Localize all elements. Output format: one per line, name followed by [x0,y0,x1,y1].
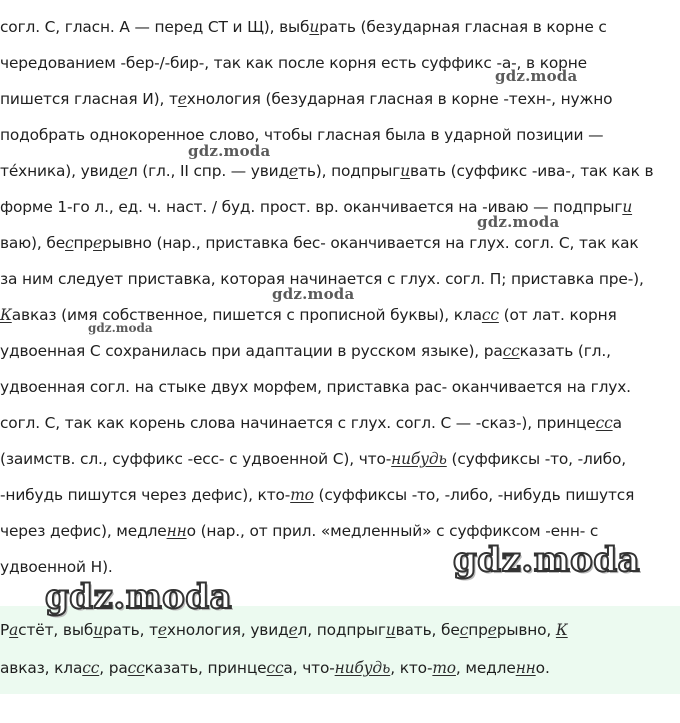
highlighted-letter: е [289,162,298,180]
highlighted-letter: е [288,621,298,639]
highlighted-letter: сс [266,659,284,677]
text-segment: согл. С, так как корень слова начинается с глух. согл. С — -сказ-), принце [0,414,596,432]
text-segment: л (гл., II спр. — увид [127,162,290,180]
highlighted-letter: и [622,198,633,216]
text-segment: пр [468,621,488,639]
answer-box [0,606,680,694]
text-line [0,449,626,469]
highlighted-letter: сс [595,414,613,432]
highlighted-letter: а [9,621,19,639]
text-segment: вать (суффикс -ива-, так как в [409,162,654,180]
highlighted-letter: К [0,306,12,324]
highlighted-letter: и [309,18,320,36]
text-segment: через дефис), медле [0,522,167,540]
text-segment: авказ (имя собственное, пишется с прописной буквы), кла [11,306,482,324]
highlighted-letter: и [93,621,103,639]
highlighted-letter: нн [166,522,187,540]
text-line [0,125,603,145]
highlighted-letter: сс [481,306,499,324]
text-line [0,521,598,541]
highlighted-letter: е [93,234,103,252]
highlighted-letter: К [555,621,568,639]
highlighted-letter: нн [515,659,536,677]
text-segment: , кто- [390,659,433,677]
answer-line [0,620,568,640]
text-segment: рать, т [102,621,158,639]
text-line [0,233,639,253]
text-line [0,269,644,289]
watermark: gdz.moda [88,321,153,335]
highlighted-letter: и [400,162,410,180]
text-segment: (суффиксы -то, -либо, [446,450,626,468]
watermark: gdz.moda [45,577,233,617]
highlighted-letter: сс [82,659,100,677]
text-line [0,341,611,361]
text-line [0,197,632,217]
text-line [0,557,113,577]
text-segment: , ра [99,659,128,677]
text-segment: -нибудь пишутся через дефис), кто- [0,486,291,504]
text-line [0,413,622,433]
text-segment: хнология (безударная гласная в корне -техн-, нужно [186,90,613,108]
text-segment: казать, принце [144,659,267,677]
text-segment: , медле [455,659,516,677]
text-line [0,161,653,181]
text-segment: стёт, выб [18,621,94,639]
text-line [0,89,612,109]
text-line [0,377,631,397]
answer-line [0,658,550,678]
highlighted-letter: е [177,90,187,108]
text-segment: пишется гласная И), т [0,90,178,108]
highlighted-letter: е [118,162,128,180]
text-line [0,17,607,37]
text-segment: чередованием -бер-/-бир-, так как после корня есть суффикс -а-, в корне [0,54,587,72]
text-segment: Р [0,621,10,639]
text-segment: ваю), бе [0,234,66,252]
text-segment: хнология, увид [166,621,289,639]
text-segment: (заимств. сл., суффикс -есс- с удвоенной С), что- [0,450,392,468]
text-line [0,53,587,73]
highlighted-letter: е [487,621,497,639]
highlighted-letter: с [459,621,469,639]
text-segment: за ним следует приставка, которая начинается с глух. согл. П; приставка пре-), [0,270,644,288]
text-segment: а, что- [283,659,335,677]
watermark: gdz.moda [495,67,578,85]
text-segment: а [612,414,622,432]
highlighted-letter: е [157,621,167,639]
text-segment: форме 1-го л., ед. ч. наст. / буд. прост. вр. оканчивается на -иваю — подпрыг [0,198,623,216]
text-line [0,485,634,505]
text-line [0,305,617,325]
text-segment: рывно, [496,621,556,639]
text-segment: удвоенная С сохранилась при адаптации в русском языке), ра [0,342,503,360]
text-segment: о. [535,659,550,677]
highlighted-letter: нибудь [334,659,391,677]
highlighted-letter: то [290,486,314,504]
text-segment: те́хника), увид [0,162,119,180]
text-segment: ть), подпрыг [298,162,401,180]
text-segment: удвоенная согл. на стыке двух морфем, приставка рас- оканчивается на глух. [0,378,631,396]
watermark: gdz.moda [477,213,560,231]
text-segment: (суффиксы -то, -либо, -нибудь пишутся [313,486,635,504]
text-segment: вать, бе [395,621,460,639]
text-segment: удвоенной Н). [0,558,113,576]
highlighted-letter: то [432,659,456,677]
text-segment: авказ, кла [0,659,83,677]
text-segment: казать (гл., [519,342,611,360]
watermark: gdz.moda [453,540,641,580]
highlighted-letter: нибудь [391,450,447,468]
highlighted-letter: сс [502,342,520,360]
text-segment: пр [73,234,94,252]
highlighted-letter: сс [127,659,145,677]
watermark: gdz.moda [272,285,355,303]
text-segment: (от лат. корня [498,306,617,324]
highlighted-letter: с [65,234,74,252]
watermark: gdz.moda [188,142,271,160]
text-segment: подобрать однокоренное слово, чтобы гласная была в ударной позиции — [0,126,604,144]
text-segment: согл. С, гласн. А — перед СТ и Щ), выб [0,18,310,36]
text-segment: о (нар., от прил. «медленный» с суффиксом -енн- с [186,522,599,540]
text-segment: рать (безударная гласная в корне с [319,18,607,36]
text-segment: л, подпрыг [297,621,386,639]
text-segment: рывно (нар., приставка бес- оканчивается на глух. согл. С, так как [102,234,639,252]
highlighted-letter: и [385,621,396,639]
